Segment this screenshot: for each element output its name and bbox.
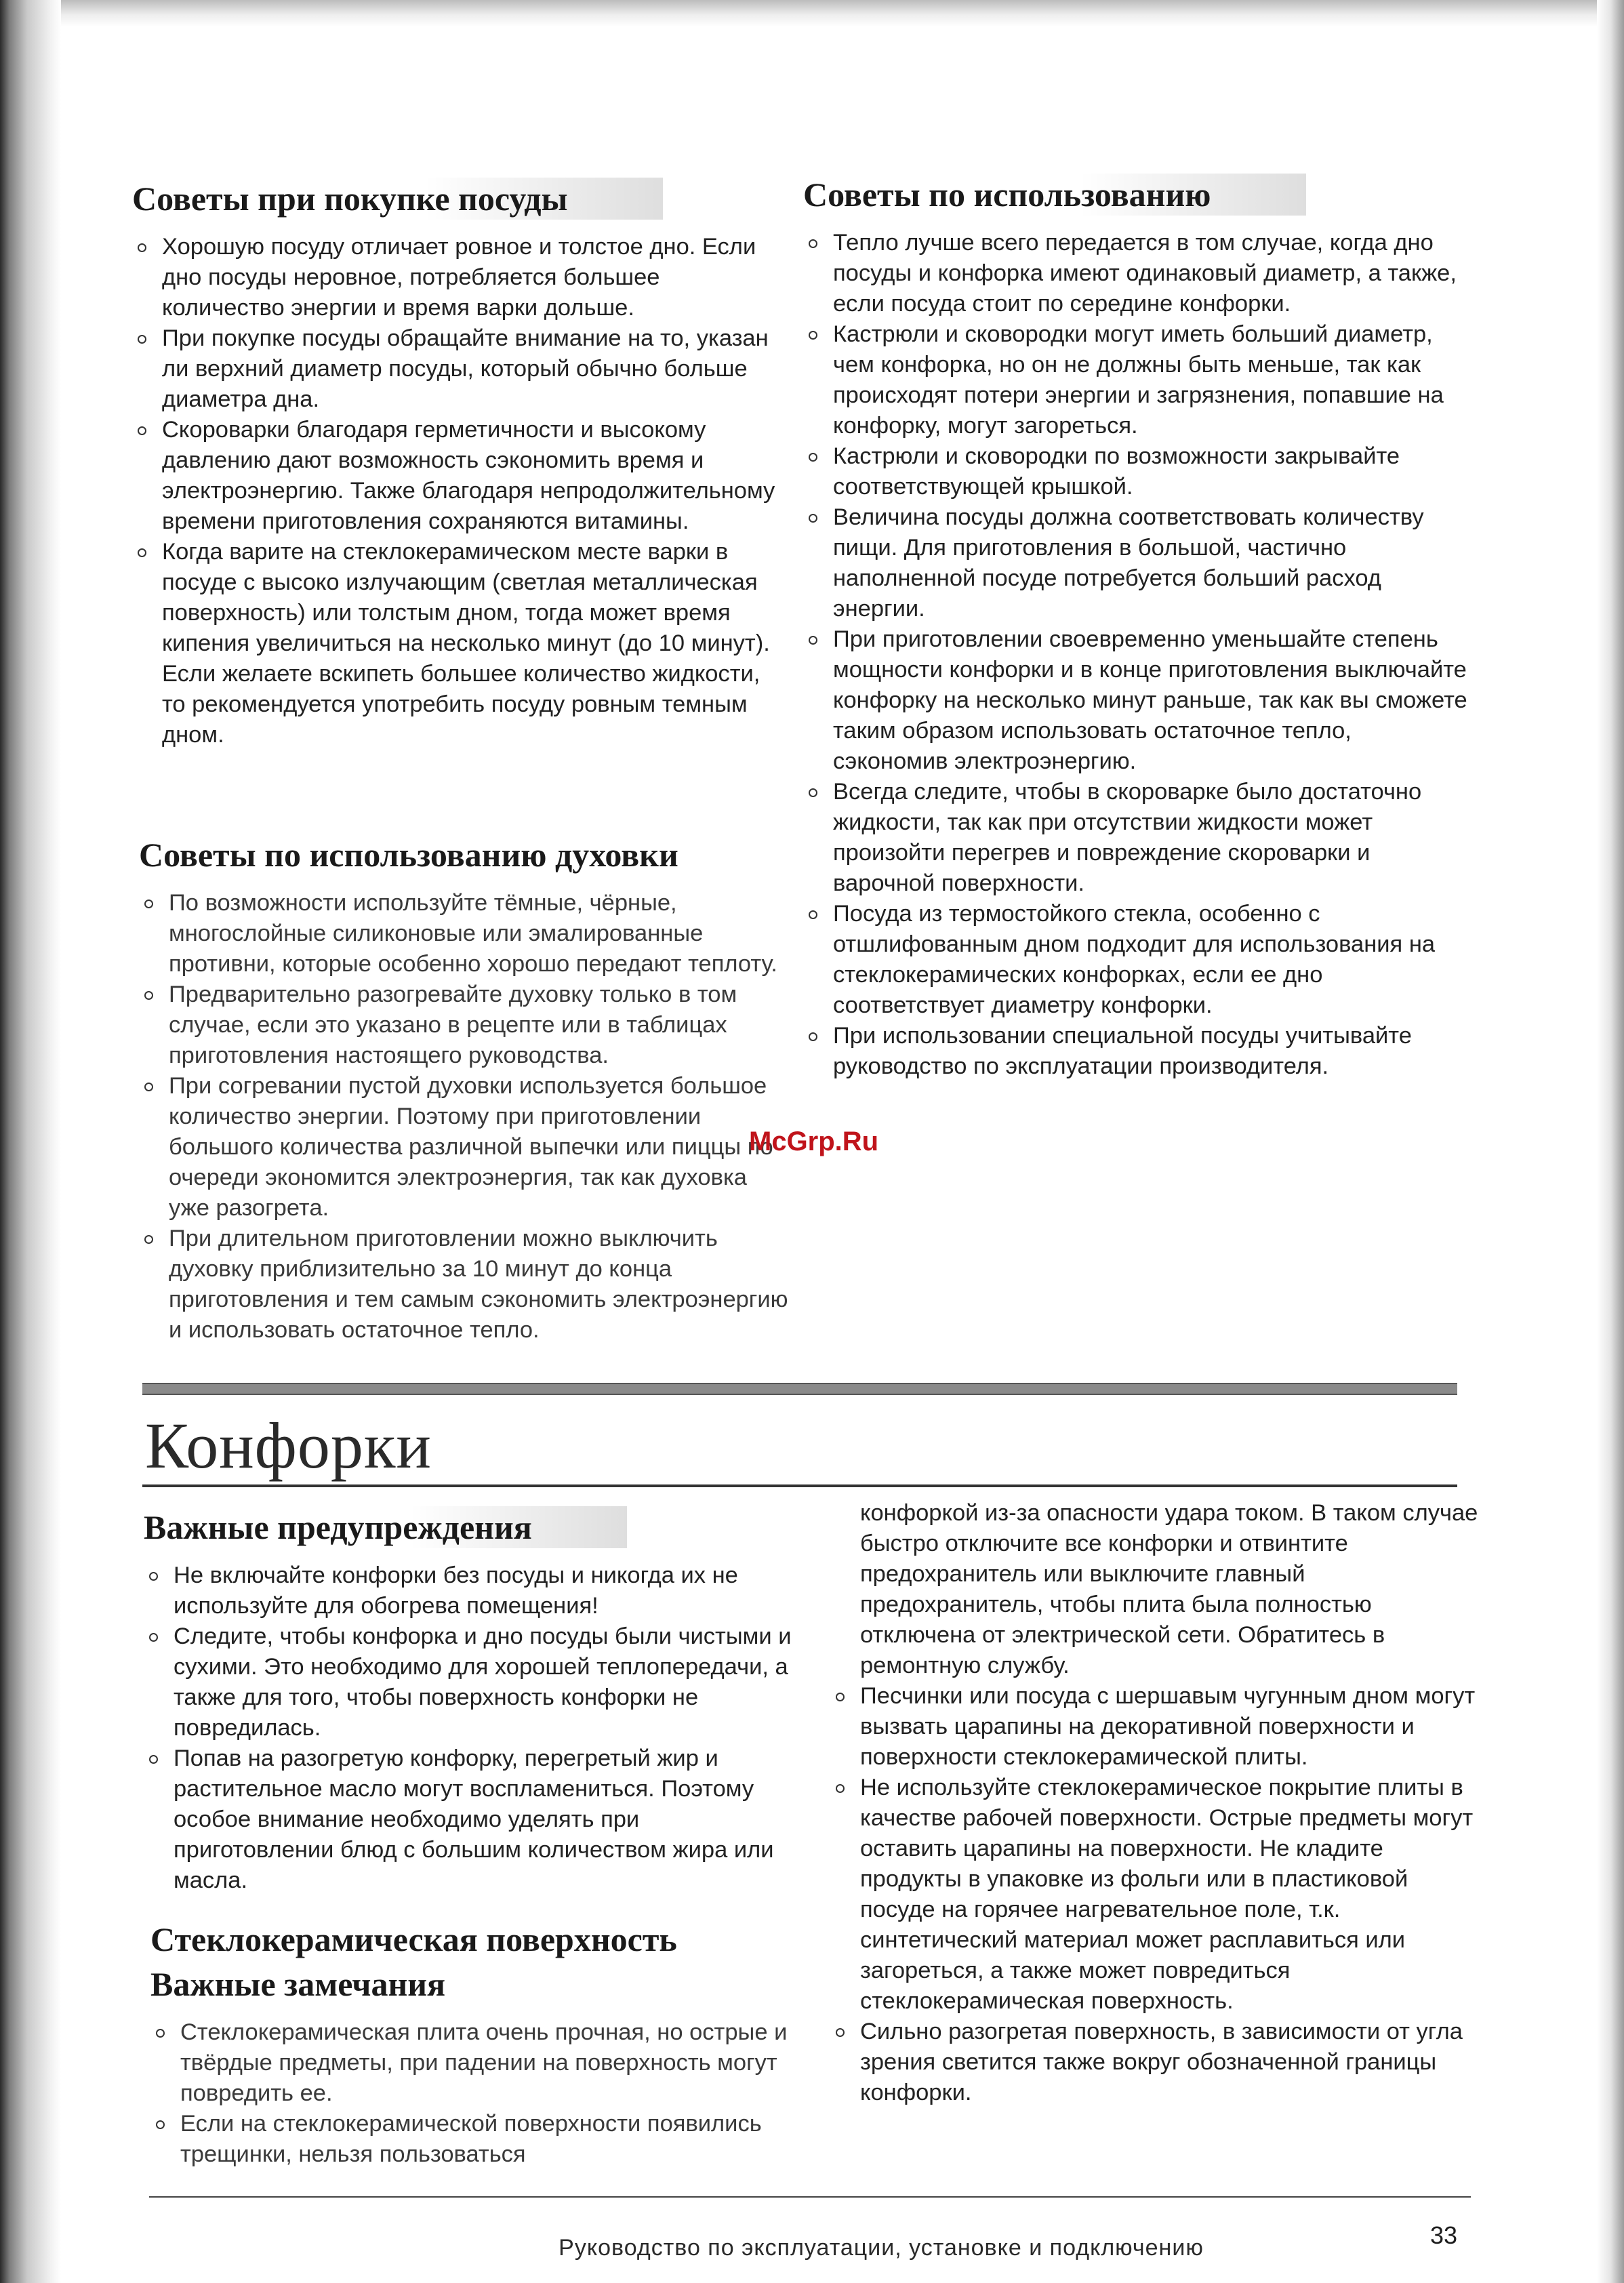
footer-divider <box>149 2196 1471 2198</box>
list-item: Тепло лучше всего передается в том случае, когда дно посуды и конфорка имеют одинаковый диаметр, а также, если посуда стоит по середине конфорки. <box>803 228 1467 319</box>
list-item: Сильно разогретая поверхность, в зависимости от угла зрения светится также вокруг обозначенной границы конфорки. <box>830 2017 1481 2108</box>
list-item: Всегда следите, чтобы в скороварке было достаточно жидкости, так как при отсутствии жидкости может произойти перегрев и повреждение скороварки и варочной поверхности. <box>803 777 1467 899</box>
section-divider-thick <box>142 1383 1457 1395</box>
glass-list <box>150 2017 801 2170</box>
list-item: Не включайте конфорки без посуды и никогда их не используйте для обогрева помещения! <box>144 1560 794 1621</box>
list-item: При согревании пустой духовки используется большое количество энергии. Поэтому при приготовлении большого количества различной выпечки или пиццы по очереди экономится электроэнергия, так как духовка уже разогрета. <box>139 1071 790 1224</box>
list-item: Хорошую посуду отличает ровное и толстое дно. Если дно посуды неровное, потребляется большее количество энергии и время варки дольше. <box>132 232 783 323</box>
buying-tips-heading: Советы при покупке посуды <box>132 178 663 220</box>
list-item: Следите, чтобы конфорка и дно посуды были чистыми и сухими. Это необходимо для хорошей теплопередачи, а также для того, чтобы поверхность конфорки не повредилась. <box>144 1621 794 1743</box>
usage-tips-section <box>803 174 1467 1082</box>
page-number: 33 <box>1430 2221 1458 2249</box>
list-item: Если на стеклокерамической поверхности появились трещинки, нельзя пользоваться <box>150 2109 801 2170</box>
oven-tips-list <box>139 888 790 1346</box>
glass-subheading: Важные замечания <box>150 1965 446 2003</box>
oven-tips-heading: Советы по использованию духовки <box>139 836 678 874</box>
right-column-section <box>830 1498 1481 2108</box>
list-item: Кастрюли и сковородки по возможности закрывайте соответствующей крышкой. <box>803 441 1467 502</box>
continuation-paragraph: конфоркой из-за опасности удара током. В таком случае быстро отключите все конфорки и отвинтите предохранитель или выключите главный предохранитель, чтобы плита была полностью отключена от электрической сети. Обратитесь в ремонтную службу. <box>860 1500 1478 1678</box>
right-column-list <box>830 1681 1481 2108</box>
buying-tips-list <box>132 232 783 750</box>
list-item: При использовании специальной посуды учитывайте руководство по эксплуатации производителя. <box>803 1021 1467 1082</box>
footer-text: Руководство по эксплуатации, установке и подключению <box>559 2235 1204 2261</box>
usage-tips-heading: Советы по использованию <box>803 174 1306 216</box>
list-item: Песчинки или посуда с шершавым чугунным дном могут вызвать царапины на декоративной поверхности и поверхности стеклокерамической плиты. <box>830 1681 1481 1773</box>
list-item: Посуда из термостойкого стекла, особенно с отшлифованным дном подходит для использования на стеклокерамических конфорках, если ее дно соответствует диаметру конфорки. <box>803 899 1467 1021</box>
oven-tips-section <box>139 834 790 1346</box>
list-item: При длительном приготовлении можно выключить духовку приблизительно за 10 минут до конца приготовления и тем самым сэкономить электроэнергию и использовать остаточное тепло. <box>139 1224 790 1346</box>
warnings-section <box>144 1506 794 1896</box>
section-title: Конфорки <box>145 1409 432 1482</box>
list-item: Стеклокерамическая плита очень прочная, но острые и твёрдые предметы, при падении на поверхность могут повредить ее. <box>150 2017 801 2109</box>
list-item: Когда варите на стеклокерамическом месте варки в посуде с высоко излучающим (светлая металлическая поверхность) или толстым дном, тогда может время кипения увеличиться на несколько минут (до 10 минут). Если желаете вскипеть большее количество жидкости, то рекомендуется употребить посуду ровным темным дном. <box>132 537 783 750</box>
list-item: Не используйте стеклокерамическое покрытие плиты в качестве рабочей поверхности. Острые предметы могут оставить царапины на поверхности. Не кладите продукты в упаковке из фольги или в пластиковой посуде на горячее нагревательное поле, т.к. синтетический материал может расплавиться или загореться, а также может повредиться стеклокерамическая поверхность. <box>830 1773 1481 2017</box>
glass-section <box>150 1918 801 2170</box>
usage-tips-list <box>803 228 1467 1082</box>
list-item: Попав на разогретую конфорку, перегретый жир и растительное масло могут воспламениться. Поэтому особое внимание необходимо уделять при приготовлении блюд с большим количеством жира или масла. <box>144 1743 794 1896</box>
warnings-heading: Важные предупреждения <box>144 1506 627 1548</box>
list-item: По возможности используйте тёмные, чёрные, многослойные силиконовые или эмалированные противни, которые особенно хорошо передают теплоту. <box>139 888 790 979</box>
watermark: McGrp.Ru <box>749 1127 879 1156</box>
list-item: Величина посуды должна соответствовать количеству пищи. Для приготовления в большой, частично наполненной посуде потребуется больший расход энергии. <box>803 502 1467 624</box>
scan-shadow-top <box>0 0 1624 27</box>
list-item: Предварительно разогревайте духовку только в том случае, если это указано в рецепте или в таблицах приготовления настоящего руководства. <box>139 979 790 1071</box>
glass-heading: Стеклокерамическая поверхность <box>150 1920 677 1958</box>
list-item: Скороварки благодаря герметичности и высокому давлению дают возможность сэкономить время и электроэнергию. Также благодаря непродолжительному времени приготовления сохраняются витамины. <box>132 415 783 537</box>
scan-shadow-left <box>0 0 61 2283</box>
list-item: При приготовлении своевременно уменьшайте степень мощности конфорки и в конце приготовления выключайте конфорку на несколько минут раньше, так как вы сможете таким образом использовать остаточное тепло, сэкономив электроэнергию. <box>803 624 1467 777</box>
list-item: Кастрюли и сковородки могут иметь больший диаметр, чем конфорка, но он не должны быть меньше, так как происходят потери энергии и загрязнения, попавшие на конфорку, могут загореться. <box>803 319 1467 441</box>
section-divider-thin <box>142 1484 1457 1487</box>
scan-shadow-right <box>1597 0 1624 2283</box>
warnings-list <box>144 1560 794 1896</box>
buying-tips-section <box>132 178 783 750</box>
list-item: При покупке посуды обращайте внимание на то, указан ли верхний диаметр посуды, который обычно больше диаметра дна. <box>132 323 783 415</box>
